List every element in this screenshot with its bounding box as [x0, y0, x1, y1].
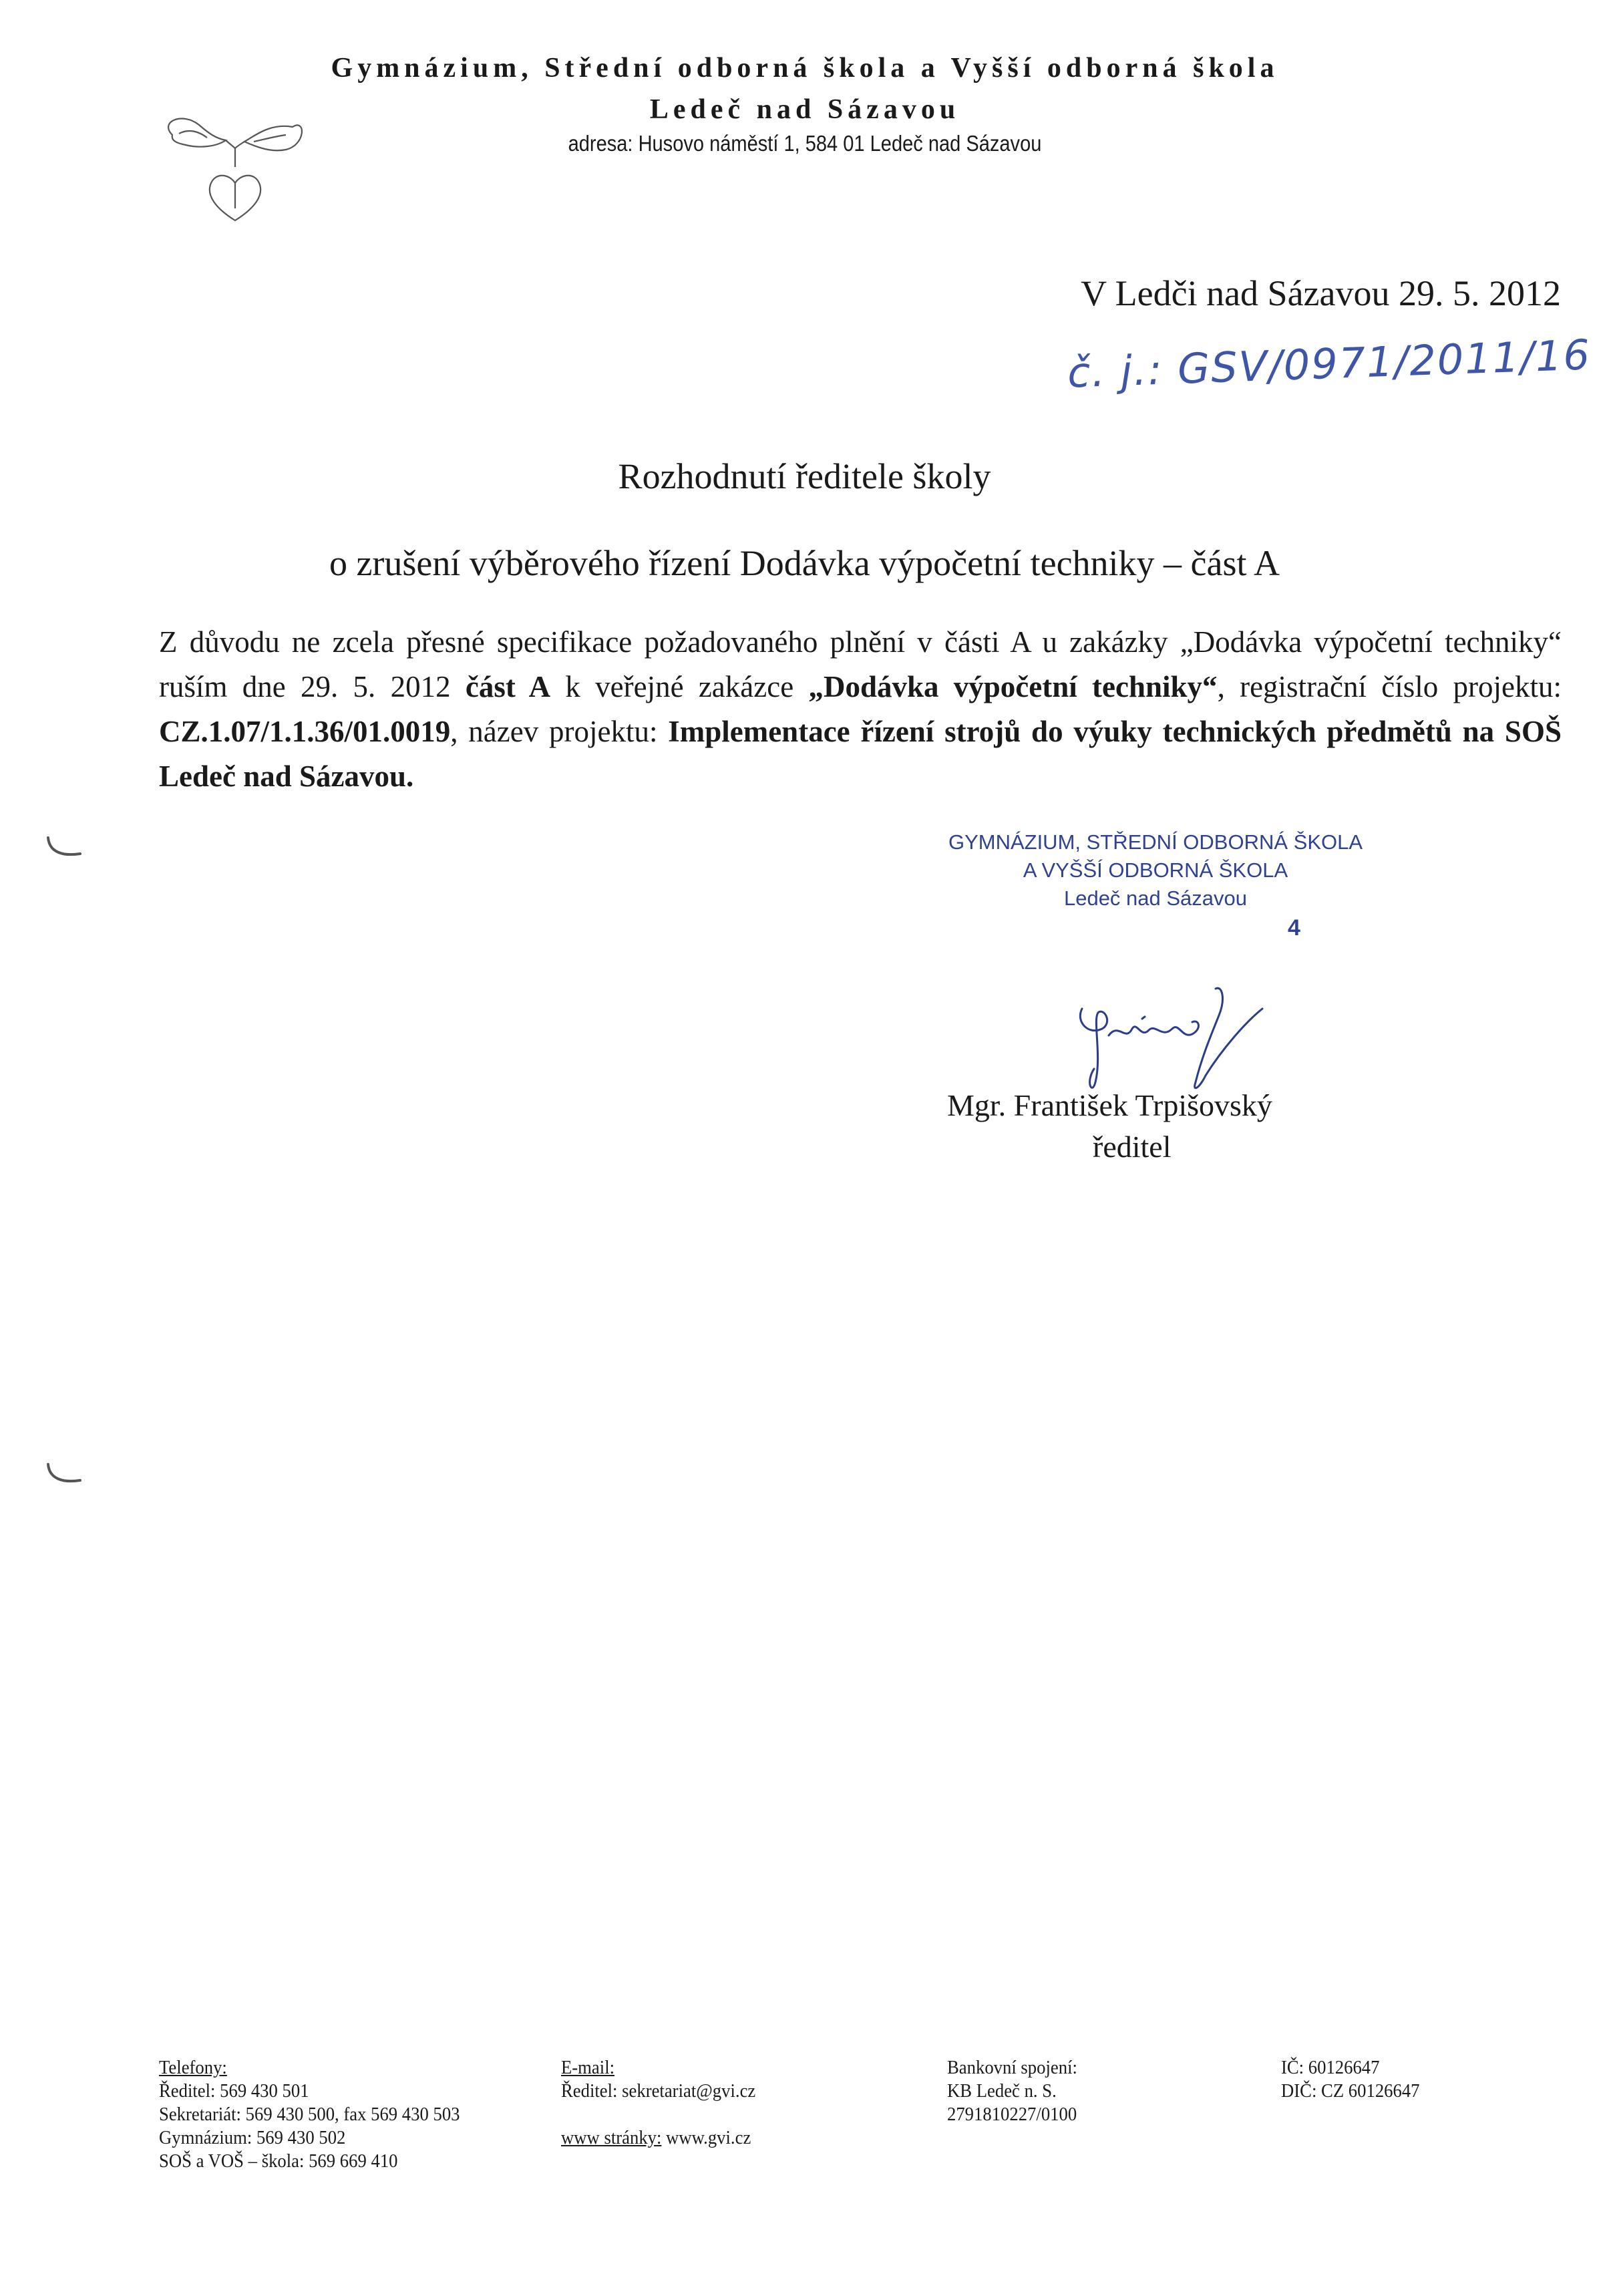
- footer-phones: [159, 2056, 460, 2173]
- binder-hole-mark-top: [43, 834, 83, 860]
- stamp-line2: A VYŠŠÍ ODBORNÁ ŠKOLA: [1023, 858, 1288, 882]
- school-logo: [152, 108, 313, 228]
- body-text-2: k veřejné zakázce: [550, 670, 809, 703]
- body-bold-project-name: Implementace řízení strojů do výuky technických předmětů na SOŠ Ledeč nad Sázavou.: [159, 715, 1562, 793]
- signatory-role: ředitel: [1093, 1130, 1172, 1164]
- body-bold-contract-name: „Dodávka výpočetní techniky“: [808, 670, 1218, 703]
- handwritten-reference-number: č. j.: GSV/0971/2011/16: [1066, 330, 1592, 397]
- phone-line: Sekretariát: 569 430 500, fax 569 430 503: [159, 2104, 460, 2125]
- dic-line: DIČ: CZ 60126647: [1281, 2080, 1420, 2102]
- stamp-line3: Ledeč nad Sázavou: [1063, 886, 1248, 910]
- decision-subtitle: o zrušení výběrového řízení Dodávka výpočetní techniky – část A: [329, 543, 1280, 583]
- footer-ids: [1281, 2056, 1420, 2103]
- school-address: adresa: Husovo náměstí 1, 584 01 Ledeč nad Sázavou: [568, 131, 1042, 156]
- phones-heading: Telefony:: [159, 2057, 227, 2078]
- bank-line: KB Ledeč n. S.: [947, 2080, 1057, 2102]
- school-name-line1: Gymnázium, Střední odborná škola a Vyšší odborná škola: [331, 53, 1279, 84]
- email-heading: E-mail:: [561, 2057, 615, 2078]
- stamp-line1: GYMNÁZIUM, STŘEDNÍ ODBORNÁ ŠKOLA: [948, 830, 1363, 854]
- school-stamp: [922, 828, 1389, 913]
- ico-line: IČ: 60126647: [1281, 2057, 1380, 2078]
- phone-line: SOŠ a VOŠ – škola: 569 669 410: [159, 2150, 398, 2172]
- signatory-name: Mgr. František Trpišovský: [947, 1088, 1272, 1122]
- footer-bank: [947, 2056, 1077, 2126]
- decision-title: Rozhodnutí ředitele školy: [618, 456, 991, 496]
- decision-body: [159, 620, 1562, 799]
- bank-heading: Bankovní spojení:: [947, 2057, 1077, 2078]
- web-link[interactable]: www.gvi.cz: [661, 2127, 751, 2148]
- body-text-3: , registrační číslo projektu:: [1217, 670, 1562, 703]
- footer-email: [561, 2056, 755, 2150]
- body-text-4: , název projektu:: [450, 715, 669, 748]
- bank-line: 2791810227/0100: [947, 2104, 1077, 2125]
- body-bold-part-a: část A: [465, 670, 551, 703]
- body-text-1: Z důvodu ne zcela přesné specifikace požadovaného plnění v části A u zakázky „Dodávka výpočetní techniky“ ruším dne 29. 5. 2012: [159, 625, 1562, 703]
- phone-line: Ředitel: 569 430 501: [159, 2080, 309, 2102]
- web-label: www stránky:: [561, 2127, 662, 2148]
- school-name-line2: Ledeč nad Sázavou: [649, 94, 960, 125]
- binder-hole-mark-bottom: [43, 1460, 83, 1487]
- stamp-number: 4: [1288, 915, 1300, 941]
- date-line: V Ledči nad Sázavou 29. 5. 2012: [1081, 273, 1561, 313]
- email-line: Ředitel: sekretariat@gvi.cz: [561, 2080, 756, 2102]
- phone-line: Gymnázium: 569 430 502: [159, 2127, 346, 2148]
- body-bold-project-number: CZ.1.07/1.1.36/01.0019: [159, 715, 451, 748]
